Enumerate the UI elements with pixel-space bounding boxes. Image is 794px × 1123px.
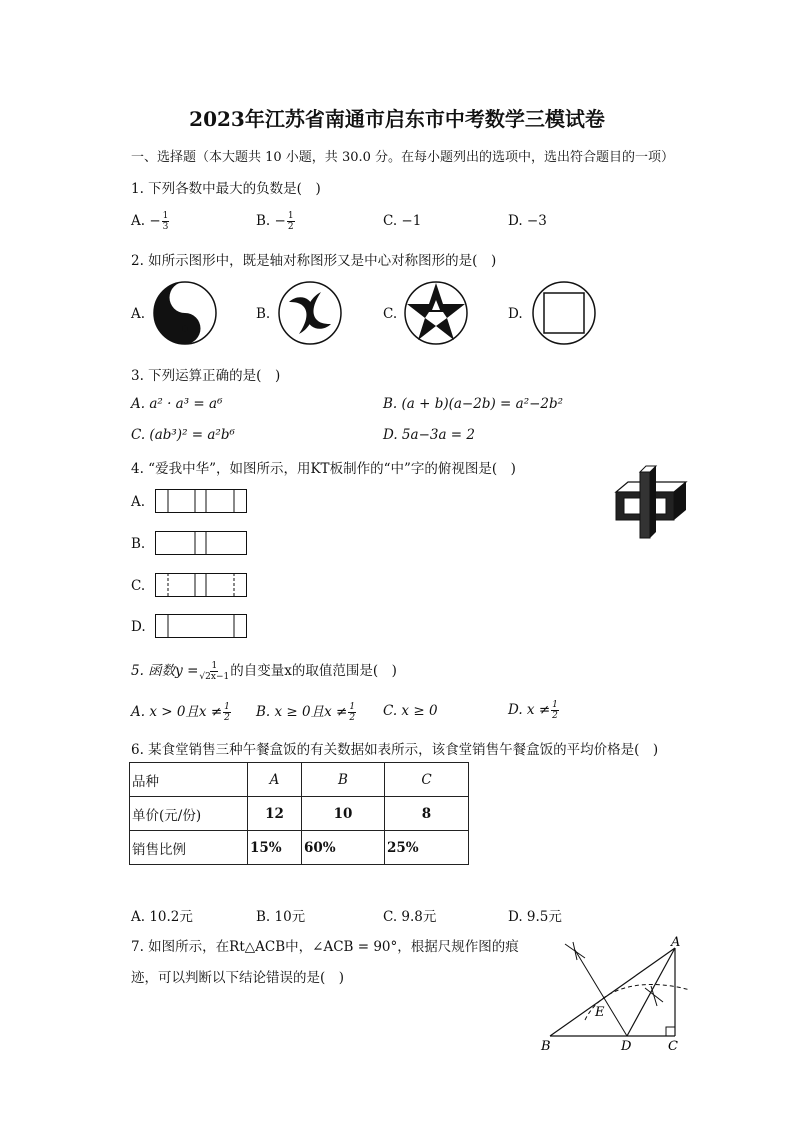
- question-2-stem: 2. 如所示图形中，既是轴对称图形又是中心对称图形的是( ): [131, 253, 497, 269]
- table-cell: C: [385, 763, 469, 797]
- question-4-stem: 4. “爱我中华”，如图所示，用KT板制作的“中”字的俯视图是( ): [131, 461, 516, 477]
- q2-label-b: B.: [256, 306, 271, 322]
- q4-top-view-d: [155, 614, 247, 638]
- q6-option-d: D. 9.5元: [508, 909, 562, 925]
- table-cell: 8: [385, 797, 469, 831]
- q3-option-c: C. (ab³)² = a²b⁶: [131, 427, 235, 443]
- q4-top-view-c: [155, 573, 247, 597]
- table-cell: 25%: [385, 831, 469, 865]
- table-cell: B: [302, 763, 385, 797]
- table-row: [130, 763, 469, 797]
- point-label-e: E: [595, 1005, 605, 1020]
- q6-price-table: [129, 762, 469, 865]
- square-in-circle-figure: [531, 280, 597, 346]
- point-label-a: A: [671, 935, 681, 950]
- q2-label-a: A.: [131, 306, 146, 322]
- question-5-stem: 5. 函数y = $\frac{1}{√2x-1}$ 的自变量x的取值范围是( ): [131, 661, 397, 682]
- swirl-figure: [277, 280, 343, 346]
- q1-option-c: C. −1: [383, 213, 422, 229]
- q1-option-d: D. −3: [508, 213, 547, 229]
- q4-label-c: C.: [131, 578, 146, 594]
- q4-top-view-b: [155, 531, 247, 555]
- question-3-stem: 3. 下列运算正确的是( ): [131, 368, 281, 384]
- table-cell: 品种: [130, 763, 248, 797]
- q7-triangle-construction: [535, 930, 705, 1060]
- section-heading: 一、选择题（本大题共 10 小题，共 30.0 分。在每小题列出的选项中，选出符合题目的一项）: [131, 150, 675, 165]
- question-7-stem-line1: 7. 如图所示，在Rt△ACB中，∠ACB = 90°，根据尺规作图的痕: [131, 939, 519, 955]
- question-6-stem: 6. 某食堂销售三种午餐盒饭的有关数据如表所示，该食堂销售午餐盒饭的平均价格是( ): [131, 742, 659, 758]
- q3-option-a: A. a² · a³ = a⁶: [131, 396, 223, 412]
- q4-top-view-a: [155, 489, 247, 513]
- q4-label-d: D.: [131, 619, 146, 635]
- q6-option-b: B. 10元: [256, 909, 306, 925]
- table-cell: A: [248, 763, 302, 797]
- q4-label-a: A.: [131, 494, 146, 510]
- q5-option-c: C. x ≥ 0: [383, 703, 438, 719]
- table-cell: 销售比例: [130, 831, 248, 865]
- q4-label-b: B.: [131, 536, 146, 552]
- question-7-stem-line2: 迹，可以判断以下结论错误的是( ): [131, 970, 345, 986]
- q5-option-a: A. x > 0且x ≠ $\frac{1}{2}$: [131, 702, 230, 723]
- star-in-circle-figure: [403, 280, 469, 346]
- table-row: [130, 831, 469, 865]
- table-cell: 10: [302, 797, 385, 831]
- q3-option-d: D. 5a−3a = 2: [383, 427, 475, 443]
- point-label-c: C: [668, 1039, 678, 1054]
- q6-option-a: A. 10.2元: [131, 909, 193, 925]
- table-cell: 60%: [302, 831, 385, 865]
- point-label-b: B: [541, 1039, 551, 1054]
- yin-yang-figure: [152, 280, 218, 346]
- question-1-stem: 1. 下列各数中最大的负数是( ): [131, 181, 321, 197]
- q5-option-d: D. x ≠ $\frac{1}{2}$: [508, 700, 558, 721]
- point-label-d: D: [621, 1039, 632, 1054]
- q2-label-c: C.: [383, 306, 398, 322]
- q2-label-d: D.: [508, 306, 523, 322]
- page-title: 2023年江苏省南通市启东市中考数学三模试卷: [189, 107, 605, 131]
- zhong-3d-figure: [612, 462, 692, 542]
- table-row: [130, 797, 469, 831]
- q1-option-b: B. − $\frac{1}{2}$: [256, 211, 294, 232]
- table-cell: 单价(元/份): [130, 797, 248, 831]
- q5-option-b: B. x ≥ 0且x ≠ $\frac{1}{2}$: [256, 702, 356, 723]
- table-cell: 12: [248, 797, 302, 831]
- q3-option-b: B. (a + b)(a−2b) = a²−2b²: [383, 396, 564, 412]
- q6-option-c: C. 9.8元: [383, 909, 437, 925]
- table-cell: 15%: [248, 831, 302, 865]
- q1-option-a: A. − $\frac{1}{3}$: [131, 211, 169, 232]
